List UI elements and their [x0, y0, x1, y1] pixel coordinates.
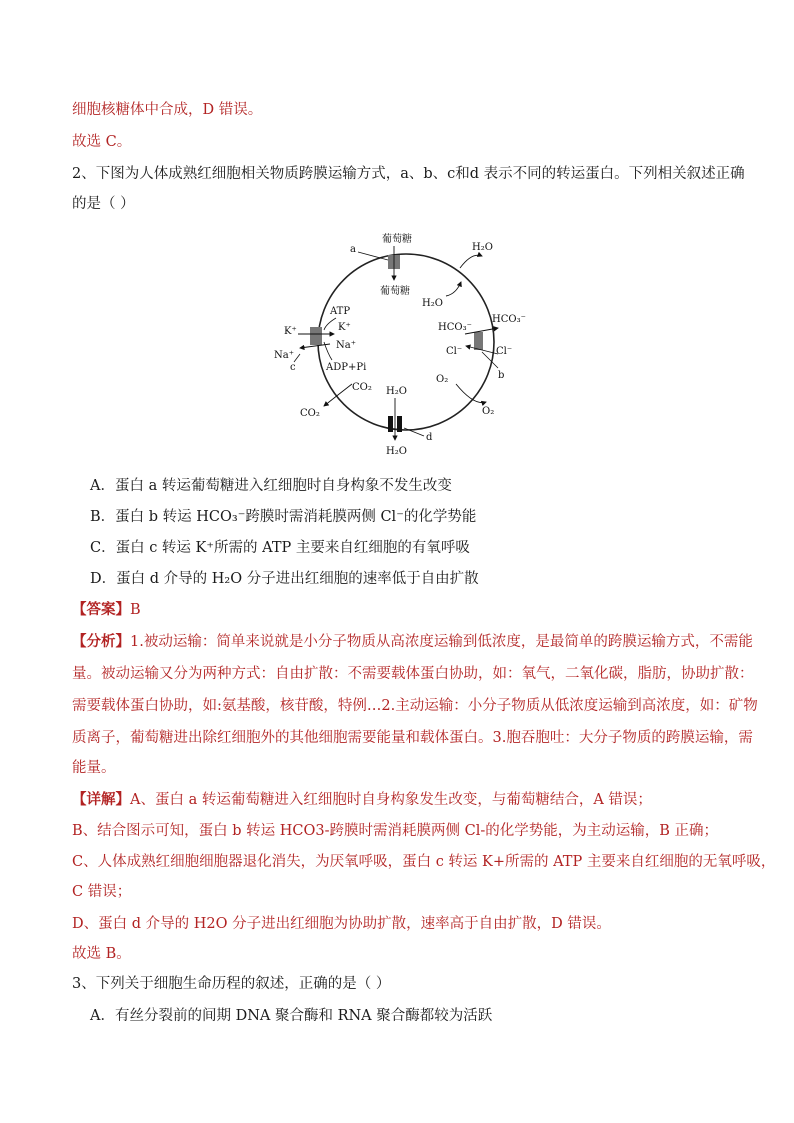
- q2-analysis-line2: 量。被动运输又分为两种方式：自由扩散：不需要载体蛋白协助，如：氧气，二氧化碳，脂肪，协助扩散：: [72, 666, 754, 682]
- analysis-tag: 【分析】: [72, 633, 130, 650]
- q2-option-b: B．蛋白 b 转运 HCO₃⁻跨膜时需消耗膜两侧 Cl⁻的化学势能: [90, 509, 477, 525]
- co2-outside: CO₂: [300, 408, 320, 419]
- q2-detail-line2: B、结合图示可知，蛋白 b 转运 HCO3-跨膜时需消耗膜两侧 Cl-的化学势能，为主动运输，B 正确；: [72, 823, 719, 839]
- cl-outside: Cl⁻: [496, 346, 513, 357]
- q2-detail-line1: [72, 790, 738, 810]
- adp-label: ADP+Pi: [326, 362, 367, 373]
- protein-c: [310, 327, 322, 345]
- q2-stem-line2: 的是（ ）: [72, 196, 135, 212]
- answer-value: B: [130, 602, 141, 618]
- q2-detail-line4: C 错误；: [72, 884, 132, 900]
- q2-detail-line5: D、蛋白 d 介导的 H2O 分子进出红细胞为协助扩散，速率高于自由扩散，D 错误。: [72, 916, 611, 932]
- detail-text-1: A、蛋白 a 转运葡萄糖进入红细胞时自身构象发生改变，与葡萄糖结合，A 错误；: [130, 792, 652, 808]
- q3-stem: 3、下列关于细胞生命历程的叙述，正确的是（ ）: [72, 976, 391, 992]
- na-inside: Na⁺: [336, 340, 356, 351]
- label-b: b: [498, 370, 505, 381]
- detail-tag: 【详解】: [72, 791, 130, 808]
- h2o-d-inside: H₂O: [386, 386, 407, 397]
- q2-option-c: C．蛋白 c 转运 K⁺所需的 ATP 主要来自红细胞的有氧呼吸: [90, 540, 470, 556]
- hco3-outside: HCO₃⁻: [492, 314, 526, 325]
- o2-outside: O₂: [482, 406, 495, 417]
- k-outside: K⁺: [284, 326, 297, 337]
- q2-detail-line3: C、人体成熟红细胞细胞器退化消失，为厌氧呼吸，蛋白 c 转运 K+所需的 ATP 主要来自红细胞的无氧呼吸，: [72, 854, 776, 870]
- q2-analysis-line1: [72, 632, 753, 652]
- h2o-d-outside: H₂O: [386, 446, 407, 457]
- q2-option-a: A．蛋白 a 转运葡萄糖进入红细胞时自身构象不发生改变: [90, 478, 452, 494]
- k-inside: K⁺: [338, 322, 351, 333]
- na-outside: Na⁺: [274, 350, 294, 361]
- analysis-text-1: 1.被动运输：简单来说就是小分子物质从高浓度运输到低浓度，是最简单的跨膜运输方式，不需能: [130, 634, 753, 650]
- q2-stem-line1: 2、下图为人体成熟红细胞相关物质跨膜运输方式，a、b、c和d 表示不同的转运蛋白。下列相关叙述正确: [72, 166, 745, 182]
- label-d: d: [426, 432, 433, 443]
- h2o-inside-top: H₂O: [422, 298, 443, 309]
- co2-inside: CO₂: [352, 382, 372, 393]
- glucose-outside: 葡萄糖: [382, 234, 412, 245]
- q2-option-d: D．蛋白 d 介导的 H₂O 分子进出红细胞的速率低于自由扩散: [90, 571, 479, 587]
- o2-inside: O₂: [436, 374, 449, 385]
- label-c: c: [290, 362, 296, 373]
- q2-answer-row: [72, 600, 738, 620]
- q2-analysis-line3: 需要载体蛋白协助，如:氨基酸，核苷酸，特例…2.主动运输：小分子物质从低浓度运输到高浓度，如：矿物: [72, 698, 758, 714]
- q2-analysis-line5: 能量。: [72, 760, 116, 776]
- hco3-inside: HCO₃⁻: [438, 322, 472, 333]
- answer-tag: 【答案】: [72, 601, 130, 618]
- cl-inside: Cl⁻: [446, 346, 463, 357]
- atp-label: ATP: [330, 306, 351, 317]
- q3-option-a: A．有丝分裂前的间期 DNA 聚合酶和 RNA 聚合酶都较为活跃: [90, 1008, 493, 1024]
- q2-analysis-line4: 质离子，葡萄糖进出除红细胞外的其他细胞需要能量和载体蛋白。3.胞吞胞吐：大分子物质的跨膜运输，需: [72, 730, 753, 746]
- membrane-transport-diagram: [260, 224, 550, 460]
- label-a: a: [350, 244, 356, 255]
- prev-answer-line1: 细胞核糖体中合成，D 错误。: [72, 102, 263, 118]
- h2o-outside-top: H₂O: [472, 242, 493, 253]
- prev-answer-line2: 故选 C。: [72, 134, 132, 150]
- q2-final-choice: 故选 B。: [72, 946, 131, 962]
- protein-d: [388, 416, 393, 432]
- protein-b: [474, 332, 483, 350]
- glucose-inside: 葡萄糖: [380, 286, 410, 297]
